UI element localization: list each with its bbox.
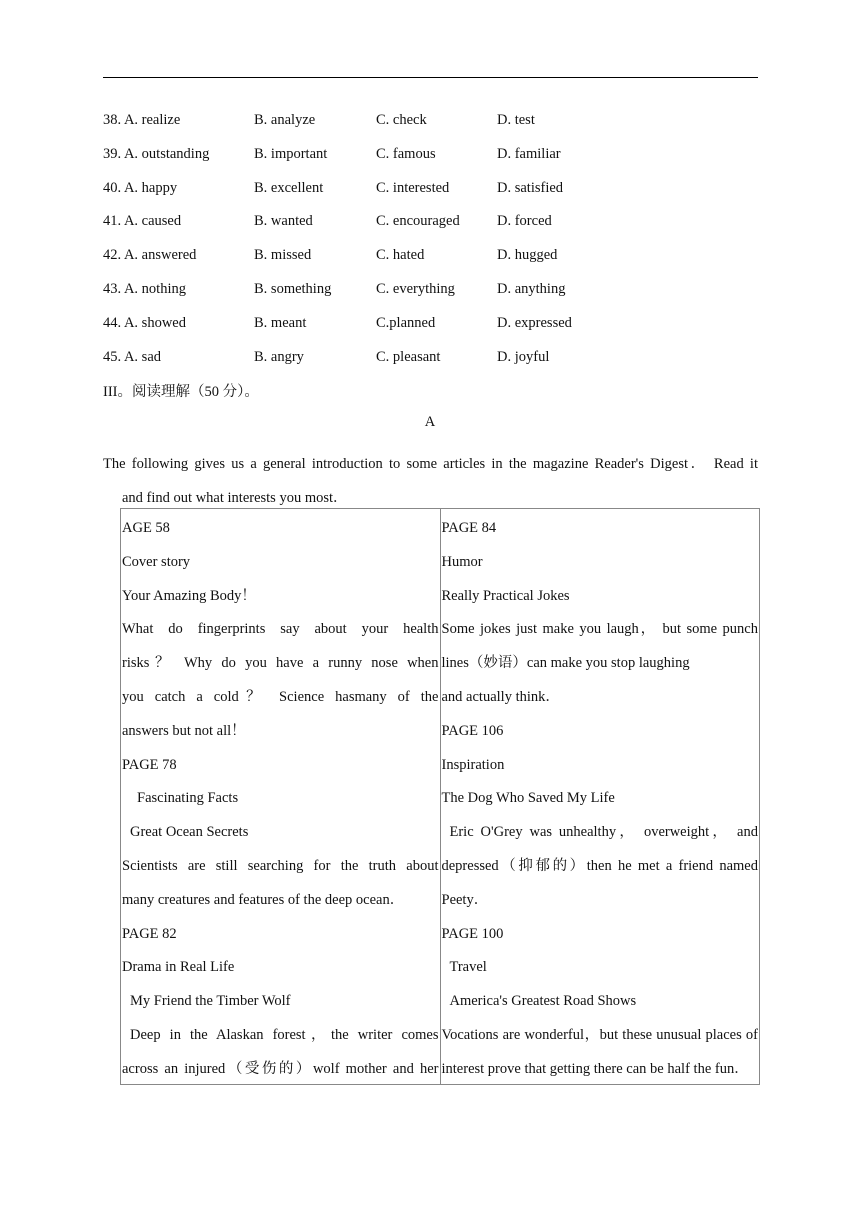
passage-letter: A — [424, 414, 436, 430]
article-text: across an injured（受伤的）wolf mother and her — [122, 1060, 439, 1077]
category-label: Inspiration — [441, 756, 505, 773]
page-label: PAGE 100 — [441, 925, 504, 942]
article-title: My Friend the Timber Wolf — [130, 993, 291, 1010]
article-title: Great Ocean Secrets — [130, 824, 249, 841]
category-label: Fascinating Facts — [137, 790, 239, 807]
option-row — [103, 313, 758, 347]
option-d: D. joyful — [497, 348, 550, 365]
option-b: B. analyze — [254, 112, 316, 128]
articles-right-column — [440, 509, 760, 1085]
article-text: answers but not all！ — [122, 722, 246, 739]
option-c: C.planned — [376, 314, 436, 331]
page-label: PAGE 78 — [122, 756, 177, 773]
option-d: D. anything — [497, 280, 566, 297]
option-a: 45. A. sad — [103, 348, 161, 365]
article-text: and actually think． — [441, 688, 560, 705]
option-row — [103, 279, 758, 313]
category-label: Drama in Real Life — [122, 959, 235, 976]
option-c: C. pleasant — [376, 348, 441, 365]
option-a: 41. A. caused — [103, 213, 182, 230]
article-text: lines（妙语）can make you stop laughing — [441, 655, 690, 672]
option-row — [103, 347, 758, 381]
page-label: AGE 58 — [122, 520, 170, 536]
category-label: Humor — [441, 553, 483, 570]
option-a: 38. A. realize — [103, 112, 181, 128]
option-a: 40. A. happy — [103, 179, 178, 196]
option-a: 39. A. outstanding — [103, 145, 210, 162]
intro-line-1: The following gives us a general introduction to some articles in the magazine Reader's Digest． Read it — [103, 456, 758, 472]
option-row — [103, 211, 758, 245]
option-b: B. excellent — [254, 179, 324, 196]
article-text: risks？ Why do you have a runny nose when — [122, 655, 439, 672]
option-b: B. wanted — [254, 213, 313, 230]
article-text: What do fingerprints say about your health — [122, 621, 439, 638]
article-title: Really Practical Jokes — [441, 587, 570, 604]
article-text: Some jokes just make you laugh， but some punch — [441, 621, 758, 638]
option-b: B. important — [254, 145, 328, 162]
option-d: D. forced — [497, 213, 552, 230]
section-title: III。阅读理解（50 分）。 — [103, 384, 259, 400]
option-c: C. check — [376, 112, 427, 128]
option-d: D. test — [497, 112, 535, 128]
option-d: D. satisfied — [497, 179, 564, 196]
answer-options — [103, 110, 758, 380]
article-title: America's Greatest Road Shows — [449, 993, 637, 1010]
article-title: The Dog Who Saved My Life — [441, 790, 615, 807]
option-a: 44. A. showed — [103, 314, 186, 331]
page-label: PAGE 84 — [441, 520, 497, 536]
article-text: Deep in the Alaskan forest，the writer comes — [130, 1026, 439, 1043]
option-c: C. encouraged — [376, 213, 460, 230]
intro-line-2: and find out what interests you most． — [122, 489, 348, 506]
option-row — [103, 110, 758, 144]
option-row — [103, 144, 758, 178]
option-row — [103, 245, 758, 279]
category-label: Cover story — [122, 553, 191, 570]
article-title: Your Amazing Body！ — [122, 587, 256, 604]
option-c: C. everything — [376, 280, 455, 297]
article-text: you catch a cold？ Science hasmany of the — [122, 688, 439, 705]
article-text: Vocations are wonderful，but these unusual places of — [441, 1026, 758, 1043]
header-rule — [103, 77, 758, 78]
option-c: C. famous — [376, 145, 436, 162]
option-d: D. hugged — [497, 247, 558, 264]
option-c: C. hated — [376, 247, 425, 264]
option-a: 43. A. nothing — [103, 280, 186, 297]
option-b: B. missed — [254, 247, 312, 264]
article-text: Scientists are still searching for the truth about — [122, 857, 439, 874]
option-b: B. something — [254, 280, 332, 297]
article-text: many creatures and features of the deep ocean． — [122, 891, 405, 908]
article-text: Peety． — [441, 891, 489, 908]
article-text: interest prove that getting there can be half the fun． — [441, 1060, 749, 1077]
option-c: C. interested — [376, 179, 450, 196]
option-b: B. angry — [254, 348, 304, 365]
category-label: Travel — [449, 959, 487, 976]
articles-left-column — [121, 509, 441, 1085]
option-d: D. familiar — [497, 145, 561, 162]
option-row — [103, 178, 758, 212]
option-b: B. meant — [254, 314, 307, 331]
option-d: D. expressed — [497, 314, 572, 331]
article-text: depressed（抑郁的）then he met a friend named — [441, 857, 758, 874]
article-text: Eric O'Grey was unhealthy， overweight， and — [449, 824, 758, 841]
passage-intro — [103, 448, 758, 516]
option-a: 42. A. answered — [103, 247, 197, 264]
page-label: PAGE 106 — [441, 722, 504, 739]
page-label: PAGE 82 — [122, 925, 177, 942]
articles-table — [120, 508, 760, 1085]
